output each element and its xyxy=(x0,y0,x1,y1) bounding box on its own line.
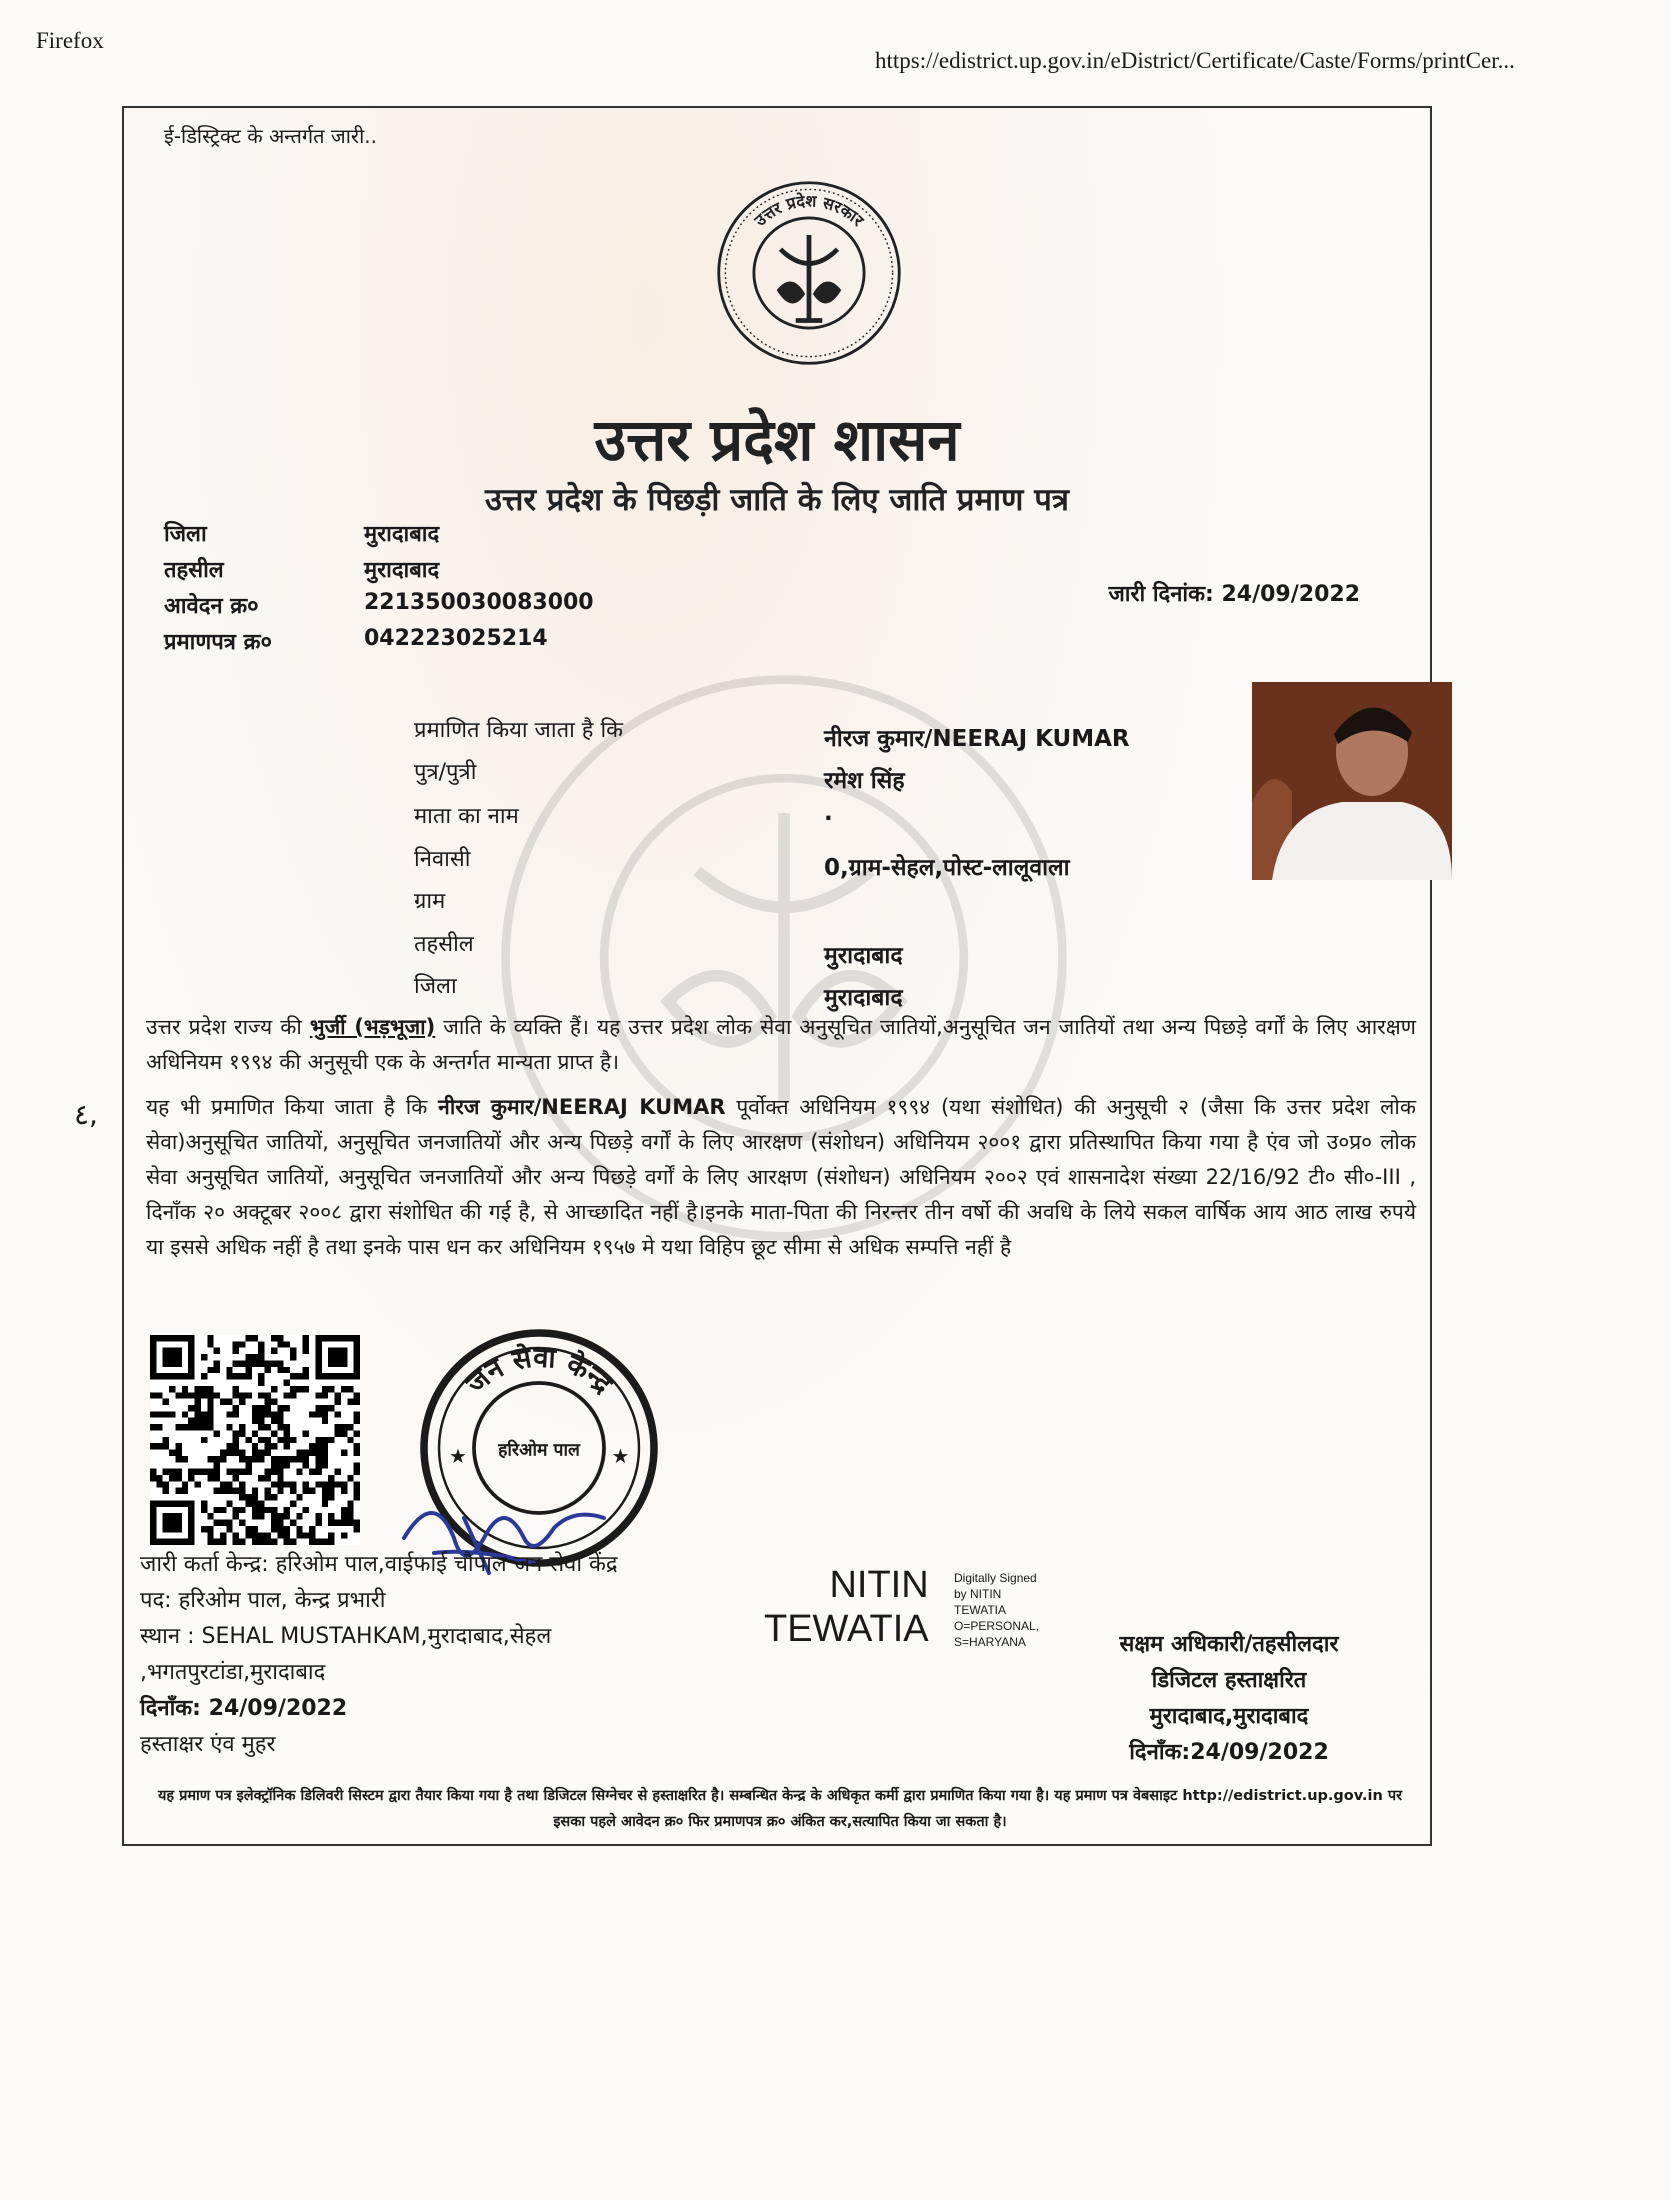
applicant-photo xyxy=(1252,682,1452,880)
dsig-detail-3: TEWATIA xyxy=(954,1603,1006,1617)
authority-line2: डिजिटल हस्ताक्षरित xyxy=(1151,1668,1307,1693)
meta-label-application-no: आवेदन क्र० xyxy=(164,594,259,619)
issuer-place-line2: ,भगतपुरटांडा,मुरादाबाद xyxy=(140,1660,326,1685)
field-value-name: नीरज कुमार/NEERAJ KUMAR xyxy=(824,726,1130,752)
field-label-village: ग्राम xyxy=(414,889,446,914)
page-url[interactable]: https://edistrict.up.gov.in/eDistrict/Certificate/Caste/Forms/printCer... xyxy=(875,48,1515,73)
meta-label-certificate-no: प्रमाणपत्र क्र० xyxy=(164,630,272,655)
caste-name: भुर्जी (भड़भूजा) xyxy=(309,1015,436,1039)
income-paragraph xyxy=(146,1090,1416,1265)
seal-center-text: हरिओम पाल xyxy=(498,1440,580,1461)
issuer-sign-label: हस्ताक्षर एंव मुहर xyxy=(140,1732,276,1757)
field-value-tehsil: मुरादाबाद xyxy=(824,943,903,969)
field-value-father: रमेश सिंह xyxy=(824,768,905,794)
browser-name: Firefox xyxy=(36,28,104,53)
field-value-address: 0,ग्राम-सेहल,पोस्ट-लालूवाला xyxy=(824,855,1070,881)
para2-rest: पूर्वोक्त अधिनियम १९९४ (यथा संशोधित) की अनुसूची २ (जैसा कि उत्तर प्रदेश लोक सेवा)अनुसूचित जातियों, अनुसूचित जनजातियों और अन्य पिछड़े वर्गों के लिए आरक्षण (संशोधन) अधिनियम २००१ द्वारा प्रतिस्थापित किया गया है एंव जो उ०प्र० लोक सेवा अनुसूचित जातियों, अनुसूचित जनजातियों और अन्य पिछड़े वर्गों के लिए आरक्षण (संशोधन) अधिनियम २००२ एवं शासनादेश संख्या 22/16/92 टी० सी०-III , दिनाँक २० अक्टूबर २००८ द्वारा संशोधित की गई है, से आच्छादित नहीं है।इनके माता-पिता की निरन्तर तीन वर्षो की अवधि के लिये सकल वार्षिक आय आठ लाख रुपये या इससे अधिक नहीं है तथा इनके पास धन कर अधिनियम १९५७ मे यथा विहिप छूट सीमा से अधिक सम्पत्ति नहीं है xyxy=(146,1095,1416,1259)
emblem-arc-text: उत्तर प्रदेश सरकार xyxy=(750,191,868,230)
para1-rest: जाति के व्यक्ति हैं। यह उत्तर प्रदेश लोक सेवा अनुसूचित जातियों,अनुसूचित जन जातियों तथा अन्य पिछड़े वर्गों के लिए आरक्षण अधिनियम १९९४ की अनुसूची एक के अन्तर्गत मान्यता प्राप्त है। xyxy=(146,1015,1416,1074)
field-label-district: जिला xyxy=(414,974,457,999)
authority-line3: मुरादाबाद,मुरादाबाद xyxy=(1149,1704,1309,1729)
issuer-centre: जारी कर्ता केन्द्र: हरिओम पाल,वाईफाई चौपाल जन सेवा केंद्र xyxy=(140,1552,618,1577)
meta-label-district: जिला xyxy=(164,522,207,547)
issuer-post: पद: हरिओम पाल, केन्द्र प्रभारी xyxy=(140,1588,386,1613)
issue-date xyxy=(1108,578,1360,608)
digital-signer-first: NITIN xyxy=(829,1564,929,1606)
meta-value-tehsil: मुरादाबाद xyxy=(364,558,440,583)
dsig-detail-5: S=HARYANA xyxy=(954,1635,1026,1649)
government-title: उत्तर प्रदेश शासन xyxy=(594,406,960,474)
qr-code[interactable] xyxy=(150,1335,360,1545)
meta-value-application-no: 221350030083000 xyxy=(364,590,594,615)
certificate-sheet xyxy=(74,106,1432,1846)
field-value-mother: . xyxy=(824,800,833,826)
svg-text:उत्तर प्रदेश सरकार xyxy=(750,191,869,230)
authority-line4: दिनाँक:24/09/2022 xyxy=(1129,1740,1329,1765)
meta-label-tehsil: तहसील xyxy=(164,558,224,583)
digital-signer-name xyxy=(764,1563,929,1651)
dsig-detail-4: O=PERSONAL, xyxy=(954,1619,1040,1633)
header-note: ई-डिस्ट्रिक्ट के अन्तर्गत जारी.. xyxy=(164,124,377,148)
issue-date-label: जारी दिनांक: xyxy=(1108,582,1214,607)
meta-value-district: मुरादाबाद xyxy=(364,522,440,547)
dsig-detail-1: Digitally Signed xyxy=(954,1571,1037,1585)
footer-note: यह प्रमाण पत्र इलेक्ट्रॉनिक डिलिवरी सिस्टम द्वारा तैयार किया गया है तथा डिजिटल सिग्नेचर से हस्ताक्षरित है। सम्बन्धित केन्द्र के अधिकृत कर्मी द्वारा प्रमाणित किया गया है। यह प्रमाण पत्र वेबसाइट http://edistrict.up.gov.in पर इसका पहले आवेदन क्र० फिर प्रमाणपत्र क्र० अंकित कर,सत्यापित किया जा सकता है। xyxy=(157,1788,1403,1830)
dsig-detail-2: by NITIN xyxy=(954,1587,1002,1601)
field-label-certified: प्रमाणित किया जाता है कि xyxy=(414,718,624,743)
issuer-date: दिनाँक: 24/09/2022 xyxy=(140,1696,348,1721)
authority-line1: सक्षम अधिकारी/तहसीलदार xyxy=(1119,1632,1339,1657)
margin-mark: ٤, xyxy=(74,1098,98,1131)
field-label-son-daughter: पुत्र/पुत्री xyxy=(414,760,477,785)
caste-paragraph xyxy=(146,1010,1416,1080)
para1-prefix: उत्तर प्रदेश राज्य की xyxy=(146,1015,302,1039)
digital-signer-last: TEWATIA xyxy=(764,1608,929,1650)
para2-name: नीरज कुमार/NEERAJ KUMAR xyxy=(438,1095,726,1119)
issue-date-value: 24/09/2022 xyxy=(1221,582,1360,607)
up-government-emblem-icon xyxy=(714,178,904,368)
meta-value-certificate-no: 042223025214 xyxy=(364,626,548,651)
field-label-mother: माता का नाम xyxy=(414,804,519,829)
field-value-district: मुरादाबाद xyxy=(824,985,903,1011)
para2-prefix: यह भी प्रमाणित किया जाता है कि xyxy=(146,1095,428,1119)
issuer-place-line1: स्थान : SEHAL MUSTAHKAM,मुरादाबाद,सेहल xyxy=(140,1624,552,1649)
digital-signature-details xyxy=(954,1570,1039,1650)
svg-text:★: ★ xyxy=(449,1444,467,1468)
seal-arc-text: जन सेवा केन्द्र xyxy=(460,1341,619,1400)
field-label-resident: निवासी xyxy=(414,847,471,872)
svg-text:★: ★ xyxy=(611,1444,630,1468)
certificate-title: उत्तर प्रदेश के पिछड़ी जाति के लिए जाति प्रमाण पत्र xyxy=(485,482,1069,518)
field-label-tehsil: तहसील xyxy=(414,932,474,957)
